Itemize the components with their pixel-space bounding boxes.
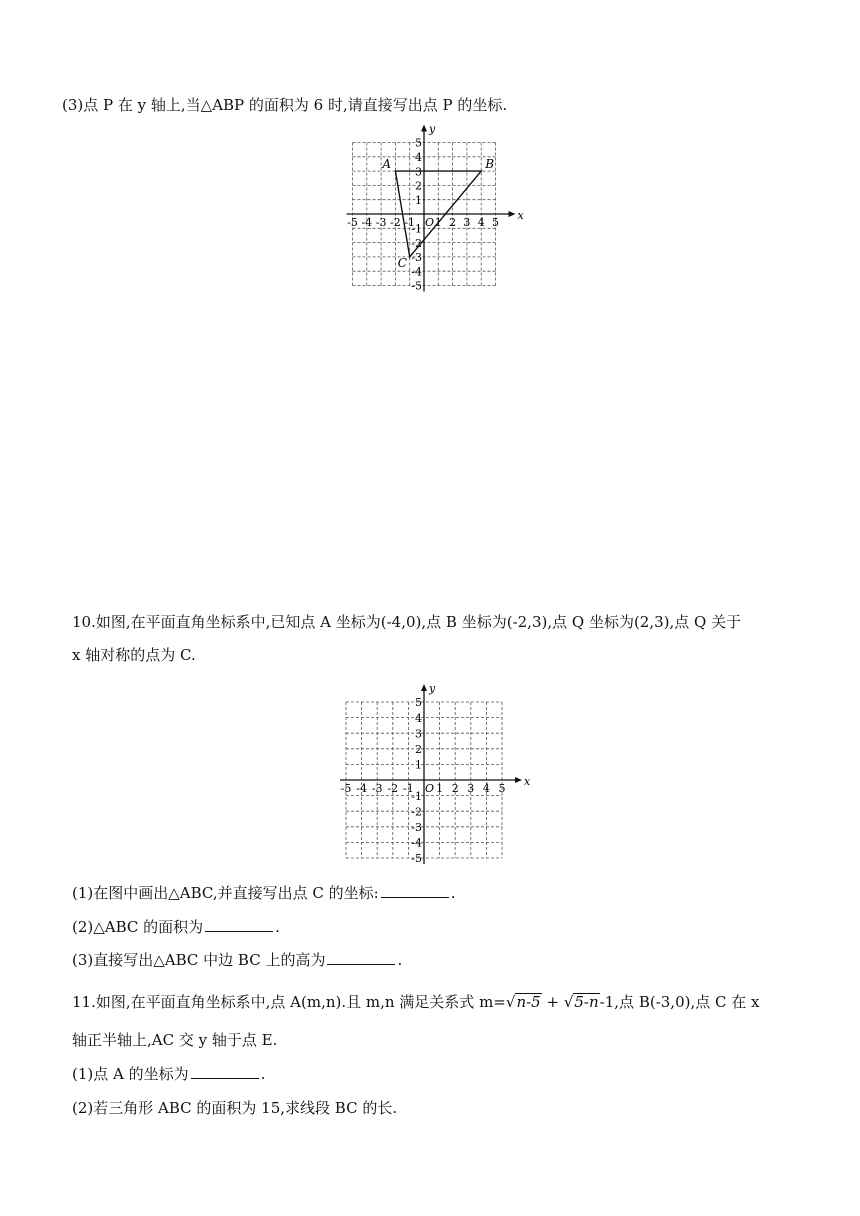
y-tick-label: 4: [415, 711, 422, 725]
coordinate-figure-1: [340, 122, 540, 298]
y-tick-label: 1: [415, 193, 422, 207]
y-tick-label: -4: [411, 836, 422, 850]
x-tick-label: 1: [434, 216, 442, 229]
answer-blank[interactable]: [205, 917, 273, 932]
x-axis-arrow: [515, 777, 522, 783]
radical-sign: √: [505, 993, 516, 1011]
q11-part1-text: (1)点 A 的坐标为: [72, 1065, 189, 1083]
x-tick-label: 3: [467, 782, 475, 795]
q11-part2: (2)若三角形 ABC 的面积为 15,求线段 BC 的长.: [72, 1099, 398, 1117]
q10-line2: x 轴对称的点为 C.: [72, 646, 196, 664]
answer-blank[interactable]: [191, 1064, 259, 1079]
x-tick-label: 4: [482, 782, 490, 795]
point-label-a: A: [382, 157, 392, 172]
y-tick-label: -2: [411, 236, 422, 250]
y-axis-label: y: [429, 122, 436, 136]
period: .: [275, 918, 280, 936]
q11-line2: 轴正半轴上,AC 交 y 轴于点 E.: [72, 1031, 278, 1049]
y-tick-label: 1: [415, 758, 422, 772]
y-axis-label: y: [429, 682, 436, 695]
q10-line1: 10.如图,在平面直角坐标系中,已知点 A 坐标为(-4,0),点 B 坐标为(-2,3),点 Q 坐标为(2,3),点 Q 关于: [72, 613, 742, 631]
radical-2: 5-n: [574, 993, 599, 1011]
answer-blank[interactable]: [327, 950, 395, 965]
y-tick-label: -4: [411, 265, 422, 279]
y-tick-label: 3: [415, 727, 422, 741]
x-tick-label: 2: [449, 216, 457, 229]
plus-sign: +: [541, 993, 564, 1011]
q10-part2: [72, 917, 280, 937]
y-tick-label: 5: [415, 136, 422, 150]
y-tick-label: 2: [415, 179, 422, 193]
radical-1: n-5: [516, 993, 541, 1011]
q11-line1-a: 11.如图,在平面直角坐标系中,点 A(m,n).且 m,n 满足关系式 m=: [72, 993, 506, 1011]
y-tick-label: 3: [415, 165, 422, 179]
q10-part3-text: (3)直接写出△ABC 中边 BC 上的高为: [72, 951, 326, 969]
x-tick-label: -4: [361, 216, 373, 229]
y-tick-label: -1: [411, 789, 422, 803]
point-label-b: B: [485, 157, 495, 172]
y-tick-label: 4: [415, 150, 422, 164]
x-tick-label: 1: [436, 782, 444, 795]
y-tick-label: -1: [411, 222, 422, 236]
period: .: [397, 951, 403, 969]
x-tick-label: -2: [390, 216, 401, 229]
origin-label: O: [425, 216, 435, 229]
q10-part2-text: (2)△ABC 的面积为: [72, 918, 204, 936]
x-tick-label: -2: [387, 782, 399, 795]
x-axis-label: x: [517, 209, 524, 222]
x-tick-label: -4: [356, 782, 367, 795]
q10-part3: [72, 950, 402, 970]
answer-blank[interactable]: [381, 883, 449, 898]
x-tick-label: 5: [498, 782, 506, 795]
q11-line1-b: -1,点 B(-3,0),点 C 在 x: [599, 993, 760, 1011]
q11-line1: [72, 992, 759, 1012]
period: .: [450, 884, 456, 902]
coordinate-figure-2: [333, 676, 533, 866]
y-tick-label: -5: [411, 279, 422, 293]
y-tick-label: 5: [415, 696, 422, 710]
y-axis-arrow: [421, 684, 427, 691]
x-axis-label: x: [524, 775, 531, 788]
x-tick-label: -1: [404, 216, 416, 229]
x-tick-label: 2: [451, 782, 459, 795]
x-tick-label: -1: [403, 782, 414, 795]
q10-part1-text: (1)在图中画出△ABC,并直接写出点 C 的坐标:: [72, 884, 379, 902]
q9-part3-text: (3)点 P 在 y 轴上,当△ABP 的面积为 6 时,请直接写出点 P 的坐标.: [62, 96, 508, 114]
x-tick-label: -3: [375, 216, 387, 229]
x-axis-arrow: [509, 211, 516, 217]
x-tick-label: 3: [463, 216, 471, 229]
y-tick-label: -3: [411, 251, 422, 265]
origin-label: O: [425, 782, 435, 795]
x-tick-label: -5: [347, 216, 358, 229]
q10-part1: [72, 883, 455, 903]
x-tick-label: -5: [340, 782, 352, 795]
y-tick-label: -5: [411, 852, 422, 866]
radical-sign: √: [563, 993, 574, 1011]
y-tick-label: -2: [411, 805, 422, 819]
y-axis-arrow: [421, 125, 427, 132]
x-tick-label: 4: [477, 216, 485, 229]
q11-part1: [72, 1064, 265, 1084]
y-tick-label: 2: [415, 742, 422, 756]
x-tick-label: -3: [371, 782, 383, 795]
y-tick-label: -3: [411, 820, 422, 834]
point-label-c: C: [397, 255, 407, 270]
x-tick-label: 5: [492, 216, 499, 229]
period: .: [260, 1065, 266, 1083]
